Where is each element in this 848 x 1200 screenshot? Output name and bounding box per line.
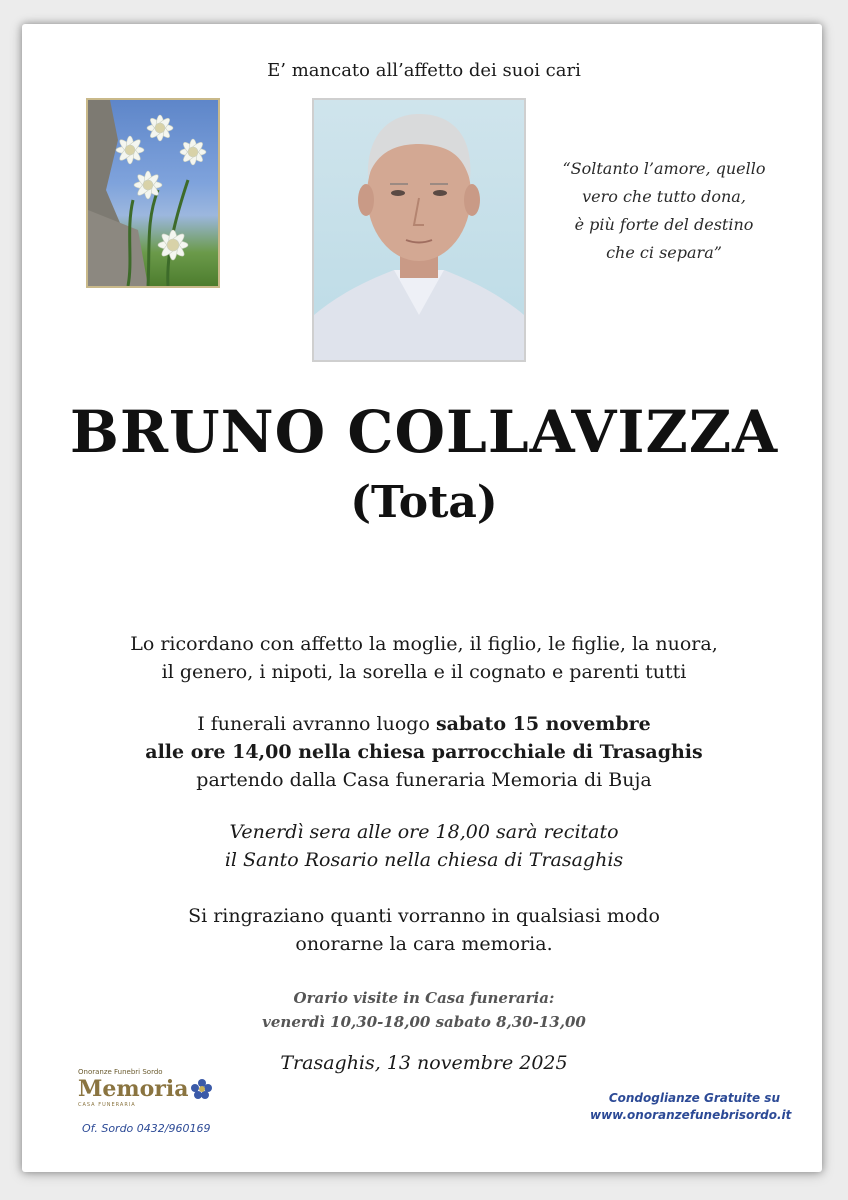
rosary-line: Venerdì sera alle ore 18,00 sarà recitato <box>229 821 619 843</box>
family-line: il genero, i nipoti, la sorella e il cognato e parenti tutti <box>161 661 687 683</box>
funeral-date: sabato 15 novembre <box>435 713 651 735</box>
quote-line: è più forte del destino <box>574 215 754 234</box>
funeral-time-place-text: alle ore 14,00 nella chiesa parrocchiale di Trasaghis <box>145 741 703 763</box>
header-line: E’ mancato all’affetto dei suoi cari <box>267 60 581 81</box>
condolences-label: Condoglianze Gratuite su <box>608 1091 780 1105</box>
portrait-image <box>314 100 524 360</box>
edelweiss-image <box>88 100 218 286</box>
edelweiss-photo <box>86 98 220 288</box>
funeral-prefix: I funerali avranno luogo <box>197 713 436 735</box>
place-date: Trasaghis, 13 novembre 2025 <box>280 1052 568 1074</box>
quote-line: “Soltanto l’amore, quello <box>562 159 766 178</box>
logo-name: Memoria <box>78 1076 189 1102</box>
condolences-link[interactable]: www.onoranzefunebrisordo.it <box>590 1108 792 1122</box>
rosary-line: il Santo Rosario nella chiesa di Trasaghis <box>224 849 624 871</box>
logo-wordmark <box>78 1076 218 1102</box>
visiting-hours <box>0 986 848 1034</box>
deceased-nickname: (Tota) <box>350 477 498 528</box>
quote-line: vero che tutto dona, <box>582 187 746 206</box>
funeral-home-phone: Of. Sordo 0432/960169 <box>82 1122 211 1135</box>
flower-icon <box>189 1076 215 1102</box>
thanks-line: Si ringraziano quanti vorranno in qualsiasi modo <box>188 905 660 927</box>
deceased-name: BRUNO COLLAVIZZA <box>69 398 779 466</box>
portrait-photo <box>312 98 526 362</box>
thanks-notice <box>0 902 848 958</box>
quote-line: che ci separa” <box>606 243 722 262</box>
rosary-notice <box>0 818 848 874</box>
logo-tagline: Onoranze Funebri Sordo <box>78 1068 163 1076</box>
family-line: Lo ricordano con affetto la moglie, il figlio, le figlie, la nuora, <box>130 633 718 655</box>
funeral-line-1 <box>0 710 848 738</box>
family-announcement <box>0 630 848 686</box>
visiting-hours-times: venerdì 10,30-18,00 sabato 8,30-13,00 <box>262 1013 586 1031</box>
condolences-notice <box>590 1090 792 1124</box>
funeral-departure: partendo dalla Casa funeraria Memoria di Buja <box>196 769 652 791</box>
visiting-hours-title: Orario visite in Casa funeraria: <box>293 989 555 1007</box>
funeral-details <box>0 710 848 794</box>
logo-subtitle: CASA FUNERARIA <box>78 1102 136 1108</box>
funeral-time-place <box>0 738 848 766</box>
thanks-line: onorarne la cara memoria. <box>295 933 553 955</box>
memorial-quote <box>545 155 783 267</box>
